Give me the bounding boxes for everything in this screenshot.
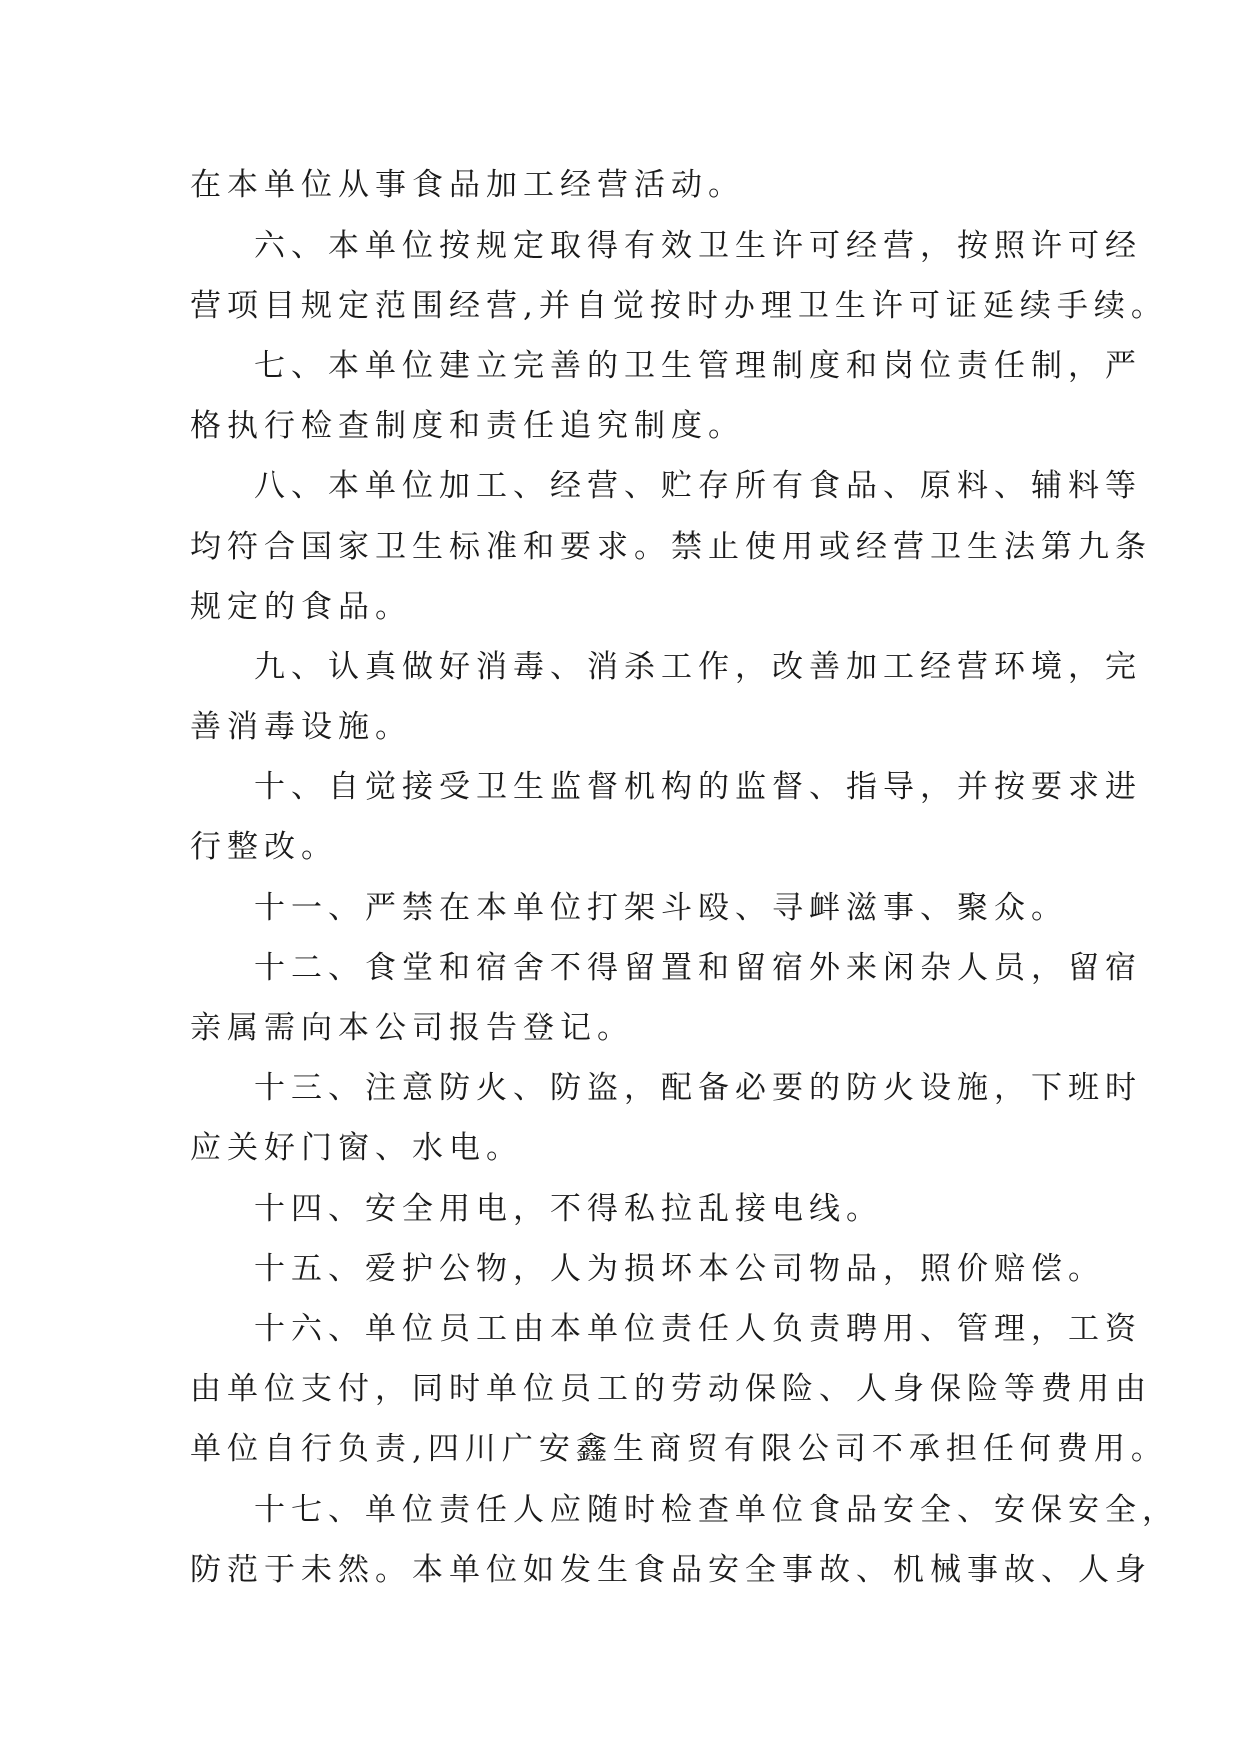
text-line: 十一、严禁在本单位打架斗殴、寻衅滋事、聚众。 — [254, 890, 1068, 926]
text-line: 规定的食品。 — [190, 589, 412, 625]
text-line: 十四、安全用电，不得私拉乱接电线。 — [254, 1191, 883, 1227]
text-line: 十、自觉接受卫生监督机构的监督、指导，并按要求进 — [254, 769, 1142, 805]
text-line: 应关好门窗、水电。 — [190, 1130, 523, 1166]
text-line: 均符合国家卫生标准和要求。禁止使用或经营卫生法第九条 — [190, 529, 1152, 565]
text-line: 十七、单位责任人应随时检查单位食品安全、安保安全， — [254, 1492, 1179, 1528]
text-line: 格执行检查制度和责任追究制度。 — [190, 408, 745, 444]
text-line: 七、本单位建立完善的卫生管理制度和岗位责任制，严 — [254, 348, 1142, 384]
text-line: 营项目规定范围经营,并自觉按时办理卫生许可证延续手续。 — [190, 288, 1168, 324]
text-line: 善消毒设施。 — [190, 709, 412, 745]
text-line: 六、本单位按规定取得有效卫生许可经营，按照许可经 — [254, 228, 1142, 264]
text-line: 十三、注意防火、防盗，配备必要的防火设施，下班时 — [254, 1070, 1142, 1106]
text-line: 亲属需向本公司报告登记。 — [190, 1010, 634, 1046]
text-line: 九、认真做好消毒、消杀工作，改善加工经营环境，完 — [254, 649, 1142, 685]
text-line: 由单位支付，同时单位员工的劳动保险、人身保险等费用由 — [190, 1371, 1152, 1407]
text-line: 十二、食堂和宿舍不得留置和留宿外来闲杂人员，留宿 — [254, 950, 1142, 986]
text-line: 十六、单位员工由本单位责任人负责聘用、管理，工资 — [254, 1311, 1142, 1347]
text-line: 单位自行负责,四川广安鑫生商贸有限公司不承担任何费用。 — [190, 1431, 1168, 1467]
text-line: 在本单位从事食品加工经营活动。 — [190, 167, 745, 203]
text-line: 行整改。 — [190, 829, 338, 865]
text-line: 防范于未然。本单位如发生食品安全事故、机械事故、人身 — [190, 1552, 1152, 1588]
text-line: 十五、爱护公物，人为损坏本公司物品，照价赔偿。 — [254, 1251, 1105, 1287]
text-line: 八、本单位加工、经营、贮存所有食品、原料、辅料等 — [254, 468, 1142, 504]
